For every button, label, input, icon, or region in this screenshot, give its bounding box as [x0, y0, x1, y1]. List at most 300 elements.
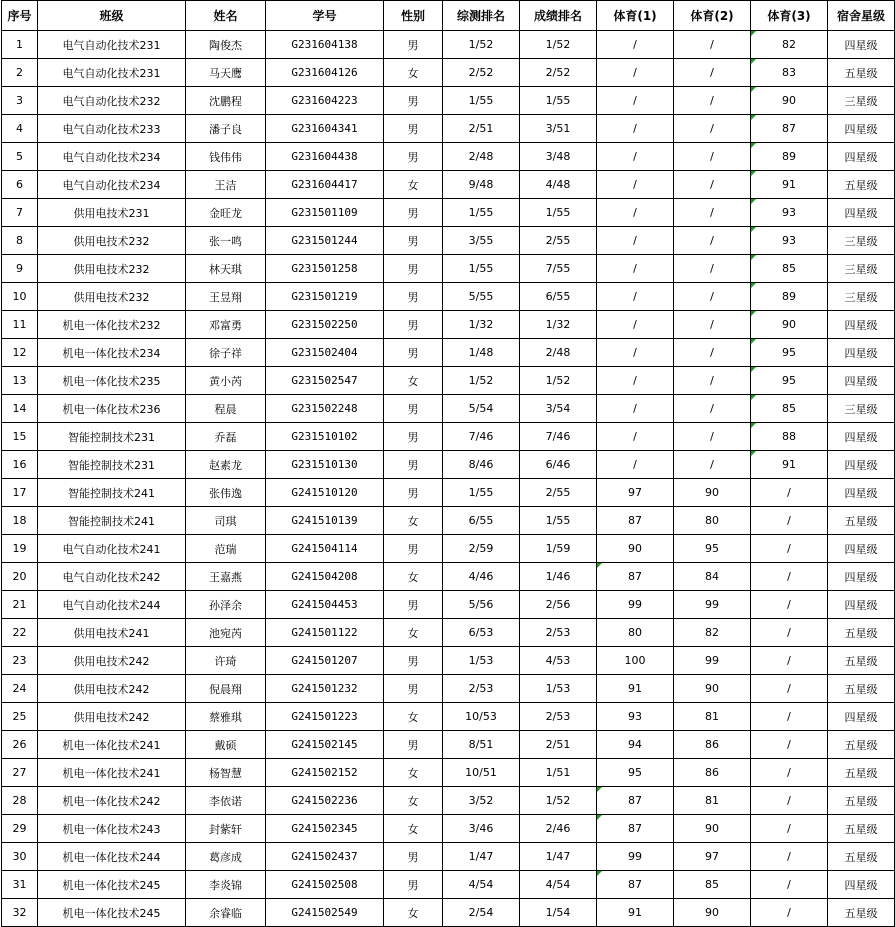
col-pe-2-cell[interactable]: 81	[674, 787, 751, 815]
col-student-id-cell[interactable]: G241510120	[266, 479, 384, 507]
col-gender-cell[interactable]: 男	[384, 591, 443, 619]
col-dorm-rating-cell[interactable]: 三星级	[828, 395, 895, 423]
col-name-cell[interactable]: 乔磊	[186, 423, 266, 451]
col-score-rank-cell[interactable]: 1/52	[520, 787, 597, 815]
col-pe-1-cell[interactable]: 95	[597, 759, 674, 787]
col-overall-rank-cell[interactable]: 6/55	[443, 507, 520, 535]
col-dorm-rating-cell[interactable]: 五星级	[828, 507, 895, 535]
col-pe-2-cell[interactable]: 99	[674, 591, 751, 619]
col-overall-rank-cell[interactable]: 6/53	[443, 619, 520, 647]
col-pe-2-cell[interactable]: 82	[674, 619, 751, 647]
col-student-id-cell[interactable]: G241504114	[266, 535, 384, 563]
col-pe-2-cell[interactable]: 99	[674, 647, 751, 675]
col-student-id-cell[interactable]: G241502437	[266, 843, 384, 871]
col-student-id-cell[interactable]: G231502248	[266, 395, 384, 423]
col-student-id-cell[interactable]: G241502152	[266, 759, 384, 787]
col-index-cell[interactable]: 31	[2, 871, 38, 899]
col-pe-3-cell[interactable]: /	[751, 479, 828, 507]
col-student-id-cell[interactable]: G231501109	[266, 199, 384, 227]
col-index-cell[interactable]: 12	[2, 339, 38, 367]
col-gender-cell[interactable]: 女	[384, 787, 443, 815]
col-score-rank-cell[interactable]: 2/46	[520, 815, 597, 843]
col-gender-cell[interactable]: 女	[384, 367, 443, 395]
col-pe-3-cell[interactable]: /	[751, 703, 828, 731]
col-student-id-cell[interactable]: G241502345	[266, 815, 384, 843]
col-class-cell[interactable]: 电气自动化技术242	[38, 563, 186, 591]
col-class-cell[interactable]: 机电一体化技术243	[38, 815, 186, 843]
col-pe-1-cell[interactable]: /	[597, 395, 674, 423]
col-index-cell[interactable]: 24	[2, 675, 38, 703]
col-student-id-cell[interactable]: G241501232	[266, 675, 384, 703]
col-name-cell[interactable]: 葛彦成	[186, 843, 266, 871]
col-score-rank-cell[interactable]: 2/48	[520, 339, 597, 367]
col-overall-rank-cell[interactable]: 8/46	[443, 451, 520, 479]
col-dorm-rating-cell[interactable]: 四星级	[828, 451, 895, 479]
col-index-cell[interactable]: 10	[2, 283, 38, 311]
col-name-cell[interactable]: 李依诺	[186, 787, 266, 815]
col-gender-cell[interactable]: 男	[384, 395, 443, 423]
col-pe-3-cell[interactable]: 95	[751, 367, 828, 395]
col-pe-2-cell[interactable]: 86	[674, 759, 751, 787]
col-score-rank-cell[interactable]: 2/55	[520, 479, 597, 507]
col-class-cell[interactable]: 智能控制技术241	[38, 479, 186, 507]
col-pe-2-cell[interactable]: /	[674, 255, 751, 283]
col-index-cell[interactable]: 7	[2, 199, 38, 227]
col-dorm-rating-cell[interactable]: 四星级	[828, 563, 895, 591]
col-pe-3-cell[interactable]: /	[751, 619, 828, 647]
col-index-cell[interactable]: 23	[2, 647, 38, 675]
col-student-id-cell[interactable]: G241501207	[266, 647, 384, 675]
col-pe-2-cell[interactable]: /	[674, 87, 751, 115]
col-overall-rank-cell[interactable]: 2/53	[443, 675, 520, 703]
col-pe-1-cell[interactable]: 87	[597, 507, 674, 535]
col-class-cell[interactable]: 机电一体化技术244	[38, 843, 186, 871]
col-score-rank-cell[interactable]: 1/47	[520, 843, 597, 871]
col-pe-2-cell[interactable]: /	[674, 395, 751, 423]
col-overall-rank-cell[interactable]: 2/54	[443, 899, 520, 927]
col-index-cell[interactable]: 32	[2, 899, 38, 927]
col-pe-3-cell[interactable]: 91	[751, 451, 828, 479]
col-gender-cell[interactable]: 男	[384, 647, 443, 675]
col-score-rank-cell[interactable]: 2/51	[520, 731, 597, 759]
col-name-cell[interactable]: 王洁	[186, 171, 266, 199]
col-name-cell[interactable]: 孙泽余	[186, 591, 266, 619]
col-dorm-rating-cell[interactable]: 三星级	[828, 227, 895, 255]
col-name-cell[interactable]: 蔡雅琪	[186, 703, 266, 731]
col-name-cell[interactable]: 范瑞	[186, 535, 266, 563]
col-pe-1-cell[interactable]: 93	[597, 703, 674, 731]
col-dorm-rating-cell[interactable]: 三星级	[828, 87, 895, 115]
col-pe-1-cell[interactable]: 91	[597, 899, 674, 927]
col-pe-3-cell[interactable]: 89	[751, 143, 828, 171]
col-class-cell[interactable]: 供用电技术241	[38, 619, 186, 647]
col-student-id-cell[interactable]: G231502547	[266, 367, 384, 395]
col-pe-1-cell[interactable]: /	[597, 255, 674, 283]
col-class-cell[interactable]: 机电一体化技术241	[38, 759, 186, 787]
col-pe-3-cell[interactable]: 85	[751, 395, 828, 423]
col-pe-1-cell[interactable]: /	[597, 423, 674, 451]
col-gender-cell[interactable]: 男	[384, 675, 443, 703]
col-score-rank-cell[interactable]: 1/32	[520, 311, 597, 339]
col-pe-3-cell[interactable]: 87	[751, 115, 828, 143]
col-score-rank-cell[interactable]: 4/53	[520, 647, 597, 675]
col-student-id-cell[interactable]: G241502236	[266, 787, 384, 815]
col-dorm-rating-cell[interactable]: 三星级	[828, 255, 895, 283]
col-pe-1-cell[interactable]: 97	[597, 479, 674, 507]
col-pe-2-cell[interactable]: /	[674, 199, 751, 227]
col-pe-2-cell[interactable]: /	[674, 311, 751, 339]
col-gender-cell[interactable]: 女	[384, 899, 443, 927]
col-pe-3-cell[interactable]: 88	[751, 423, 828, 451]
col-gender-cell[interactable]: 男	[384, 423, 443, 451]
col-gender-cell[interactable]: 男	[384, 451, 443, 479]
col-score-rank-cell[interactable]: 2/53	[520, 703, 597, 731]
col-score-rank-cell[interactable]: 2/55	[520, 227, 597, 255]
col-index-cell[interactable]: 13	[2, 367, 38, 395]
col-pe-1-cell[interactable]: /	[597, 87, 674, 115]
col-gender-cell[interactable]: 男	[384, 115, 443, 143]
col-dorm-rating-cell[interactable]: 四星级	[828, 143, 895, 171]
col-gender-cell[interactable]: 男	[384, 843, 443, 871]
col-class-cell[interactable]: 机电一体化技术235	[38, 367, 186, 395]
col-pe-1-cell[interactable]: 94	[597, 731, 674, 759]
col-dorm-rating-cell[interactable]: 四星级	[828, 871, 895, 899]
col-student-id-cell[interactable]: G241501122	[266, 619, 384, 647]
col-pe-1-cell[interactable]: /	[597, 451, 674, 479]
col-overall-rank-cell[interactable]: 3/55	[443, 227, 520, 255]
col-dorm-rating-cell[interactable]: 四星级	[828, 423, 895, 451]
col-score-rank-cell[interactable]: 1/51	[520, 759, 597, 787]
col-student-id-cell[interactable]: G241504453	[266, 591, 384, 619]
col-overall-rank-cell[interactable]: 1/52	[443, 31, 520, 59]
col-dorm-rating-cell[interactable]: 四星级	[828, 199, 895, 227]
col-pe-2-cell[interactable]: 97	[674, 843, 751, 871]
col-class-cell[interactable]: 电气自动化技术234	[38, 143, 186, 171]
col-gender-cell[interactable]: 女	[384, 563, 443, 591]
col-score-rank-cell[interactable]: 4/48	[520, 171, 597, 199]
col-pe-1-cell[interactable]: /	[597, 115, 674, 143]
col-pe-3-cell[interactable]: /	[751, 843, 828, 871]
col-pe-1-cell[interactable]: 87	[597, 871, 674, 899]
col-dorm-rating-cell[interactable]: 四星级	[828, 703, 895, 731]
col-dorm-rating-cell[interactable]: 五星级	[828, 899, 895, 927]
col-gender-cell[interactable]: 男	[384, 283, 443, 311]
col-dorm-rating-cell[interactable]: 五星级	[828, 675, 895, 703]
col-pe-2-cell[interactable]: 84	[674, 563, 751, 591]
col-pe-1-cell[interactable]: 80	[597, 619, 674, 647]
col-class-cell[interactable]: 电气自动化技术234	[38, 171, 186, 199]
col-pe-3-cell[interactable]: /	[751, 507, 828, 535]
col-index-cell[interactable]: 4	[2, 115, 38, 143]
col-score-rank-cell[interactable]: 1/55	[520, 507, 597, 535]
col-pe-1-cell[interactable]: 87	[597, 815, 674, 843]
col-overall-rank-cell[interactable]: 1/53	[443, 647, 520, 675]
col-pe-2-cell[interactable]: /	[674, 451, 751, 479]
col-class-cell[interactable]: 机电一体化技术242	[38, 787, 186, 815]
col-student-id-cell[interactable]: G241510139	[266, 507, 384, 535]
col-dorm-rating-cell[interactable]: 四星级	[828, 31, 895, 59]
col-dorm-rating-cell[interactable]: 四星级	[828, 535, 895, 563]
col-index-cell[interactable]: 1	[2, 31, 38, 59]
col-score-rank-cell[interactable]: 1/53	[520, 675, 597, 703]
col-score-rank-cell[interactable]: 2/56	[520, 591, 597, 619]
col-dorm-rating-cell[interactable]: 五星级	[828, 647, 895, 675]
col-score-rank-cell[interactable]: 1/59	[520, 535, 597, 563]
col-overall-rank-cell[interactable]: 9/48	[443, 171, 520, 199]
col-pe-3-cell[interactable]: /	[751, 535, 828, 563]
col-overall-rank-cell[interactable]: 1/48	[443, 339, 520, 367]
col-pe-2-cell[interactable]: /	[674, 31, 751, 59]
col-class-cell[interactable]: 机电一体化技术241	[38, 731, 186, 759]
col-index-cell[interactable]: 16	[2, 451, 38, 479]
col-name-cell[interactable]: 黄小芮	[186, 367, 266, 395]
col-pe-3-cell[interactable]: 82	[751, 31, 828, 59]
col-gender-cell[interactable]: 男	[384, 535, 443, 563]
col-pe-3-cell[interactable]: 90	[751, 87, 828, 115]
col-name-cell[interactable]: 潘子良	[186, 115, 266, 143]
col-pe-3-cell[interactable]: 89	[751, 283, 828, 311]
col-gender-cell[interactable]: 男	[384, 311, 443, 339]
col-dorm-rating-cell[interactable]: 五星级	[828, 843, 895, 871]
col-student-id-cell[interactable]: G231604341	[266, 115, 384, 143]
col-student-id-cell[interactable]: G241501223	[266, 703, 384, 731]
col-pe-2-cell[interactable]: /	[674, 59, 751, 87]
col-gender-cell[interactable]: 女	[384, 171, 443, 199]
col-index-cell[interactable]: 29	[2, 815, 38, 843]
col-dorm-rating-cell[interactable]: 四星级	[828, 339, 895, 367]
col-pe-1-cell[interactable]: 87	[597, 563, 674, 591]
col-index-cell[interactable]: 17	[2, 479, 38, 507]
col-gender-cell[interactable]: 男	[384, 731, 443, 759]
col-score-rank-cell[interactable]: 1/52	[520, 31, 597, 59]
col-pe-1-cell[interactable]: /	[597, 311, 674, 339]
col-pe-3-cell[interactable]: 85	[751, 255, 828, 283]
col-gender-cell[interactable]: 男	[384, 255, 443, 283]
col-pe-3-cell[interactable]: /	[751, 731, 828, 759]
col-name-cell[interactable]: 戴硕	[186, 731, 266, 759]
col-overall-rank-cell[interactable]: 1/55	[443, 87, 520, 115]
col-index-cell[interactable]: 3	[2, 87, 38, 115]
col-student-id-cell[interactable]: G231510130	[266, 451, 384, 479]
col-index-cell[interactable]: 25	[2, 703, 38, 731]
col-gender-cell[interactable]: 女	[384, 815, 443, 843]
col-class-cell[interactable]: 智能控制技术231	[38, 451, 186, 479]
col-name-cell[interactable]: 马天鹰	[186, 59, 266, 87]
col-name-cell[interactable]: 赵素龙	[186, 451, 266, 479]
col-index-cell[interactable]: 22	[2, 619, 38, 647]
col-name-cell[interactable]: 钱伟伟	[186, 143, 266, 171]
col-name-cell[interactable]: 封紫轩	[186, 815, 266, 843]
col-score-rank-cell[interactable]: 4/54	[520, 871, 597, 899]
col-pe-3-cell[interactable]: /	[751, 871, 828, 899]
col-overall-rank-cell[interactable]: 1/55	[443, 199, 520, 227]
col-score-rank-cell[interactable]: 3/48	[520, 143, 597, 171]
col-student-id-cell[interactable]: G241504208	[266, 563, 384, 591]
col-class-cell[interactable]: 机电一体化技术232	[38, 311, 186, 339]
col-score-rank-cell[interactable]: 6/55	[520, 283, 597, 311]
col-score-rank-cell[interactable]: 2/52	[520, 59, 597, 87]
col-dorm-rating-cell[interactable]: 五星级	[828, 787, 895, 815]
col-pe-1-cell[interactable]: /	[597, 227, 674, 255]
col-score-rank-cell[interactable]: 1/46	[520, 563, 597, 591]
col-gender-cell[interactable]: 男	[384, 479, 443, 507]
col-gender-cell[interactable]: 男	[384, 339, 443, 367]
col-gender-cell[interactable]: 男	[384, 31, 443, 59]
col-gender-cell[interactable]: 女	[384, 59, 443, 87]
col-dorm-rating-cell[interactable]: 四星级	[828, 367, 895, 395]
col-name-cell[interactable]: 程晨	[186, 395, 266, 423]
col-gender-cell[interactable]: 男	[384, 227, 443, 255]
col-name-cell[interactable]: 邓富勇	[186, 311, 266, 339]
col-overall-rank-cell[interactable]: 1/47	[443, 843, 520, 871]
col-dorm-rating-cell[interactable]: 五星级	[828, 619, 895, 647]
col-pe-1-cell[interactable]: 87	[597, 787, 674, 815]
col-pe-1-cell[interactable]: /	[597, 339, 674, 367]
col-name-cell[interactable]: 李炎锦	[186, 871, 266, 899]
col-name-cell[interactable]: 司琪	[186, 507, 266, 535]
col-overall-rank-cell[interactable]: 2/59	[443, 535, 520, 563]
col-overall-rank-cell[interactable]: 4/46	[443, 563, 520, 591]
col-dorm-rating-cell[interactable]: 三星级	[828, 283, 895, 311]
col-name-cell[interactable]: 沈鹏程	[186, 87, 266, 115]
col-class-cell[interactable]: 电气自动化技术231	[38, 31, 186, 59]
col-pe-1-cell[interactable]: 99	[597, 591, 674, 619]
col-name-cell[interactable]: 许琦	[186, 647, 266, 675]
col-index-cell[interactable]: 28	[2, 787, 38, 815]
col-overall-rank-cell[interactable]: 7/46	[443, 423, 520, 451]
col-class-cell[interactable]: 供用电技术242	[38, 675, 186, 703]
col-pe-1-cell[interactable]: /	[597, 143, 674, 171]
col-class-cell[interactable]: 智能控制技术231	[38, 423, 186, 451]
col-pe-3-cell[interactable]: /	[751, 787, 828, 815]
col-overall-rank-cell[interactable]: 1/32	[443, 311, 520, 339]
col-score-rank-cell[interactable]: 1/55	[520, 199, 597, 227]
col-pe-2-cell[interactable]: /	[674, 115, 751, 143]
col-index-cell[interactable]: 27	[2, 759, 38, 787]
col-overall-rank-cell[interactable]: 2/52	[443, 59, 520, 87]
col-class-cell[interactable]: 供用电技术232	[38, 227, 186, 255]
col-pe-3-cell[interactable]: 83	[751, 59, 828, 87]
col-score-rank-cell[interactable]: 1/55	[520, 87, 597, 115]
col-class-cell[interactable]: 供用电技术232	[38, 283, 186, 311]
col-student-id-cell[interactable]: G231502250	[266, 311, 384, 339]
col-dorm-rating-cell[interactable]: 五星级	[828, 759, 895, 787]
col-pe-2-cell[interactable]: 80	[674, 507, 751, 535]
col-overall-rank-cell[interactable]: 10/51	[443, 759, 520, 787]
col-gender-cell[interactable]: 男	[384, 143, 443, 171]
col-index-cell[interactable]: 9	[2, 255, 38, 283]
col-pe-2-cell[interactable]: 85	[674, 871, 751, 899]
col-name-cell[interactable]: 张一鸣	[186, 227, 266, 255]
col-dorm-rating-cell[interactable]: 五星级	[828, 731, 895, 759]
col-gender-cell[interactable]: 男	[384, 87, 443, 115]
col-student-id-cell[interactable]: G231604126	[266, 59, 384, 87]
col-student-id-cell[interactable]: G231501244	[266, 227, 384, 255]
col-pe-2-cell[interactable]: /	[674, 423, 751, 451]
col-pe-3-cell[interactable]: /	[751, 675, 828, 703]
col-student-id-cell[interactable]: G231502404	[266, 339, 384, 367]
col-overall-rank-cell[interactable]: 8/51	[443, 731, 520, 759]
col-overall-rank-cell[interactable]: 1/52	[443, 367, 520, 395]
col-pe-1-cell[interactable]: /	[597, 31, 674, 59]
col-overall-rank-cell[interactable]: 1/55	[443, 479, 520, 507]
col-name-cell[interactable]: 倪晨翔	[186, 675, 266, 703]
col-pe-1-cell[interactable]: /	[597, 199, 674, 227]
col-student-id-cell[interactable]: G231604223	[266, 87, 384, 115]
col-class-cell[interactable]: 智能控制技术241	[38, 507, 186, 535]
col-pe-1-cell[interactable]: /	[597, 283, 674, 311]
col-pe-3-cell[interactable]: 91	[751, 171, 828, 199]
col-dorm-rating-cell[interactable]: 五星级	[828, 59, 895, 87]
col-overall-rank-cell[interactable]: 5/54	[443, 395, 520, 423]
col-dorm-rating-cell[interactable]: 五星级	[828, 171, 895, 199]
col-pe-2-cell[interactable]: /	[674, 367, 751, 395]
col-pe-3-cell[interactable]: 93	[751, 227, 828, 255]
col-overall-rank-cell[interactable]: 1/55	[443, 255, 520, 283]
col-index-cell[interactable]: 30	[2, 843, 38, 871]
col-index-cell[interactable]: 5	[2, 143, 38, 171]
col-dorm-rating-cell[interactable]: 四星级	[828, 479, 895, 507]
col-pe-1-cell[interactable]: /	[597, 171, 674, 199]
col-class-cell[interactable]: 供用电技术242	[38, 647, 186, 675]
col-pe-1-cell[interactable]: 91	[597, 675, 674, 703]
col-name-cell[interactable]: 徐子祥	[186, 339, 266, 367]
col-class-cell[interactable]: 电气自动化技术233	[38, 115, 186, 143]
col-name-cell[interactable]: 杨智慧	[186, 759, 266, 787]
col-student-id-cell[interactable]: G231510102	[266, 423, 384, 451]
col-pe-1-cell[interactable]: /	[597, 367, 674, 395]
col-index-cell[interactable]: 6	[2, 171, 38, 199]
col-pe-3-cell[interactable]: 90	[751, 311, 828, 339]
col-pe-2-cell[interactable]: 90	[674, 815, 751, 843]
col-class-cell[interactable]: 供用电技术242	[38, 703, 186, 731]
col-pe-3-cell[interactable]: /	[751, 899, 828, 927]
col-score-rank-cell[interactable]: 1/54	[520, 899, 597, 927]
col-pe-2-cell[interactable]: 86	[674, 731, 751, 759]
col-index-cell[interactable]: 18	[2, 507, 38, 535]
col-score-rank-cell[interactable]: 3/54	[520, 395, 597, 423]
col-pe-1-cell[interactable]: 99	[597, 843, 674, 871]
col-name-cell[interactable]: 张伟逸	[186, 479, 266, 507]
col-class-cell[interactable]: 电气自动化技术241	[38, 535, 186, 563]
col-score-rank-cell[interactable]: 6/46	[520, 451, 597, 479]
col-overall-rank-cell[interactable]: 5/55	[443, 283, 520, 311]
col-class-cell[interactable]: 机电一体化技术234	[38, 339, 186, 367]
col-score-rank-cell[interactable]: 2/53	[520, 619, 597, 647]
col-class-cell[interactable]: 电气自动化技术244	[38, 591, 186, 619]
col-student-id-cell[interactable]: G241502508	[266, 871, 384, 899]
col-student-id-cell[interactable]: G231501258	[266, 255, 384, 283]
col-score-rank-cell[interactable]: 7/46	[520, 423, 597, 451]
col-index-cell[interactable]: 15	[2, 423, 38, 451]
col-index-cell[interactable]: 21	[2, 591, 38, 619]
col-student-id-cell[interactable]: G231604138	[266, 31, 384, 59]
col-pe-3-cell[interactable]: /	[751, 815, 828, 843]
col-gender-cell[interactable]: 女	[384, 759, 443, 787]
col-dorm-rating-cell[interactable]: 四星级	[828, 591, 895, 619]
col-pe-2-cell[interactable]: /	[674, 143, 751, 171]
col-pe-3-cell[interactable]: 95	[751, 339, 828, 367]
col-name-cell[interactable]: 金旺龙	[186, 199, 266, 227]
col-index-cell[interactable]: 11	[2, 311, 38, 339]
col-index-cell[interactable]: 2	[2, 59, 38, 87]
col-name-cell[interactable]: 陶俊杰	[186, 31, 266, 59]
col-student-id-cell[interactable]: G231604417	[266, 171, 384, 199]
col-class-cell[interactable]: 电气自动化技术232	[38, 87, 186, 115]
col-pe-2-cell[interactable]: 81	[674, 703, 751, 731]
col-pe-1-cell[interactable]: /	[597, 59, 674, 87]
col-index-cell[interactable]: 26	[2, 731, 38, 759]
